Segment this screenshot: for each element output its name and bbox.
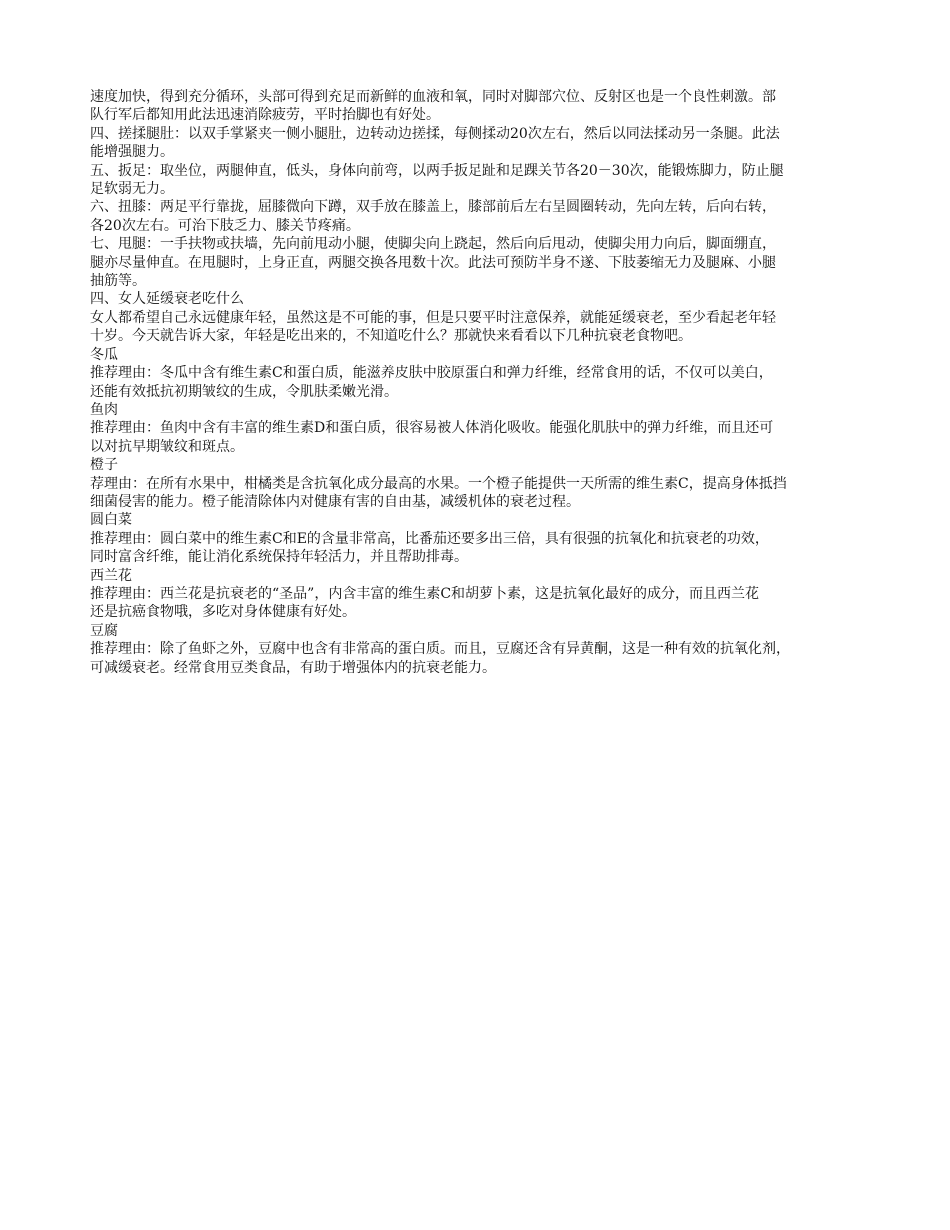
text-line: 推荐理由：冬瓜中含有维生素C和蛋白质，能滋养皮肤中胶原蛋白和弹力纤维，经常食用的话，不仅可以美白，: [90, 365, 773, 382]
text-line: 可减缓衰老。经常食用豆类食品，有助于增强体内的抗衰老能力。: [90, 659, 496, 676]
food-heading: 豆腐: [90, 622, 118, 639]
text-line: 速度加快，得到充分循环，头部可得到充足而新鲜的血液和氧，同时对脚部穴位、反射区也是一个良性刺激。部: [90, 89, 776, 105]
text-line: 各20次左右。可治下肢乏力、膝关节疼痛。: [90, 217, 360, 234]
text-line: 细菌侵害的能力。橙子能清除体内对健康有害的自由基，减缓机体的衰老过程。: [90, 493, 580, 510]
text-line: 还是抗癌食物哦，多吃对身体健康有好处。: [90, 604, 356, 621]
text-line: 足软弱无力。: [90, 181, 174, 198]
text-line: 四、搓揉腿肚：以双手掌紧夹一侧小腿肚，边转动边搓揉，每侧揉动20次左右，然后以同法揉动另一条腿。此法: [90, 125, 780, 142]
section-heading: 四、女人延缓衰老吃什么: [90, 291, 244, 308]
text-line: 十岁。今天就告诉大家，年轻是吃出来的，不知道吃什么？那就快来看看以下几种抗衰老食物吧。: [90, 328, 692, 345]
text-line: 还能有效抵抗初期皱纹的生成，令肌肤柔嫩光滑。: [90, 383, 398, 400]
text-line: 七、甩腿：一手扶物或扶墙，先向前甩动小腿，使脚尖向上跷起，然后向后甩动，使脚尖用力向后，脚面绷直，: [90, 236, 776, 253]
text-line: 推荐理由：鱼肉中含有丰富的维生素D和蛋白质，很容易被人体消化吸收。能强化肌肤中的弹力纤维，而且还可: [90, 420, 774, 437]
text-line: 荐理由：在所有水果中，柑橘类是含抗氧化成分最高的水果。一个橙子能提供一天所需的维生素C，提高身体抵挡: [90, 475, 787, 492]
text-line: 女人都希望自己永远健康年轻，虽然这是不可能的事，但是只要平时注意保养，就能延缓衰老，至少看起老年轻: [90, 309, 776, 326]
document-body: [90, 88, 860, 677]
text-line: 能增强腿力。: [90, 144, 174, 161]
text-line: 同时富含纤维，能让消化系统保持年轻活力，并且帮助排毒。: [90, 549, 468, 566]
text-line: 五、扳足：取坐位，两腿伸直，低头，身体向前弯，以两手扳足趾和足踝关节各20－30次，能锻炼脚力，防止腿: [90, 162, 784, 179]
food-heading: 西兰花: [90, 567, 132, 584]
text-line: 推荐理由：圆白菜中的维生素C和E的含量非常高，比番茄还要多出三倍，具有很强的抗氧化和抗衰老的功效，: [90, 530, 769, 547]
text-line: 推荐理由：除了鱼虾之外，豆腐中也含有非常高的蛋白质。而且，豆腐还含有异黄酮，这是一种有效的抗氧化剂，: [90, 641, 790, 658]
text-line: 队行军后都知用此法迅速消除疲劳，平时抬脚也有好处。: [90, 107, 440, 124]
food-heading: 圆白菜: [90, 512, 132, 529]
text-line: 腿亦尽量伸直。在甩腿时，上身正直，两腿交换各甩数十次。此法可预防半身不遂、下肢萎缩无力及腿麻、小腿: [90, 254, 776, 271]
food-heading: 鱼肉: [90, 401, 118, 418]
text-line: 推荐理由：西兰花是抗衰老的“圣品”，内含丰富的维生素C和胡萝卜素，这是抗氧化最好的成分，而且西兰花: [90, 585, 760, 602]
text-line: 六、扭膝：两足平行靠拢，屈膝微向下蹲，双手放在膝盖上，膝部前后左右呈圆圈转动，先向左转，后向右转，: [90, 199, 776, 216]
text-line: 以对抗早期皱纹和斑点。: [90, 438, 244, 455]
food-heading: 橙子: [90, 457, 118, 474]
food-heading: 冬瓜: [90, 346, 118, 363]
text-line: 抽筋等。: [90, 273, 146, 290]
